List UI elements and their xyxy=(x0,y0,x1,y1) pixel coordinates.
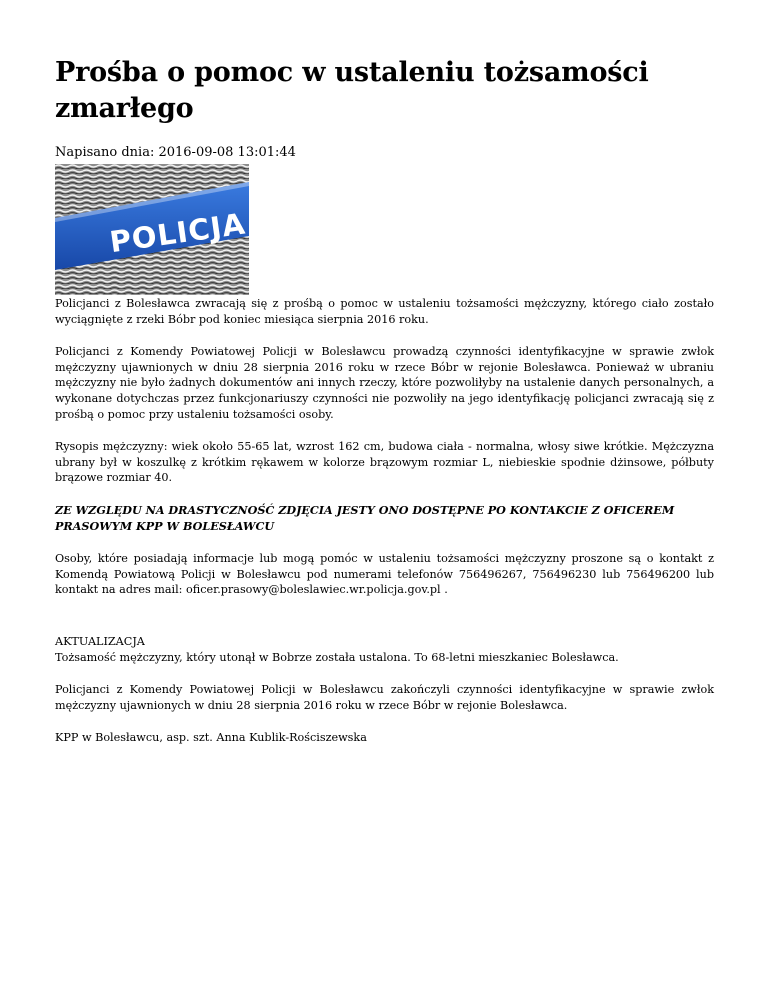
article-dateline: Napisano dnia: 2016-09-08 13:01:44 xyxy=(55,145,296,160)
update-text: Tożsamość mężczyzny, który utonął w Bobrze została ustalona. To 68-letni mieszkaniec Bolesławca. xyxy=(55,650,619,664)
article-signature: KPP w Bolesławcu, asp. szt. Anna Kublik-Rościszewska xyxy=(55,731,367,745)
police-sign-text: POLICJA xyxy=(107,206,248,260)
article-contact: Osoby, które posiadają informacje lub mogą pomóc w ustaleniu tożsamości mężczyzny proszone są o kontakt z Komendą Powiatową Policji w Bolesławcu pod numerami telefonów 756496267, 756496230 lub 756496200 lub kontakt na adres mail: oficer.prasowy@boleslawiec.wr.policja.gov.pl . xyxy=(55,552,714,597)
article xyxy=(55,55,714,746)
article-title: Prośba o pomoc w ustaleniu tożsamości zmarłego xyxy=(55,57,649,124)
article-paragraph-1: Policjanci z Komendy Powiatowej Policji w Bolesławcu prowadzą czynności identyfikacyjne w sprawie zwłok mężczyzny ujawnionych w dniu 28 sierpnia 2016 roku w rzece Bóbr w rejonie Bolesławca. Ponieważ w ubraniu mężczyzny nie było żadnych dokumentów ani innych rzeczy, które pozwoliłyby na ustalenie danych personalnych, a wykonane dotychczas przez funkcjonariuszy czynności nie pozwoliły na jego identyfikację policjanci zwracają się z prośbą o pomoc przy ustaleniu tożsamości osoby. xyxy=(55,345,714,421)
article-paragraph-2: Rysopis mężczyzny: wiek około 55-65 lat, wzrost 162 cm, budowa ciała - normalna, włosy siwe krótkie. Mężczyzna ubrany był w koszulkę z krótkim rękawem w kolorze brązowym rozmiar L, niebieskie spodnie dżinsowe, półbuty brązowe rozmiar 40. xyxy=(55,440,714,485)
update-heading: AKTUALIZACJA xyxy=(55,634,145,648)
article-photo-police-sign xyxy=(55,164,249,295)
update-paragraph-2: Policjanci z Komendy Powiatowej Policji w Bolesławcu zakończyli czynności identyfikacyjne w sprawie zwłok mężczyzny ujawnionych w dniu 28 sierpnia 2016 roku w rzece Bóbr w rejonie Bolesławca. xyxy=(55,683,714,712)
article-warning: ZE WZGLĘDU NA DRASTYCZNOŚĆ ZDJĘCIA JESTY ONO DOSTĘPNE PO KONTAKCIE Z OFICEREM PRASOWYM KPP W BOLESŁAWCU xyxy=(55,502,675,533)
article-lead: Policjanci z Bolesławca zwracają się z prośbą o pomoc w ustaleniu tożsamości mężczyzny, którego ciało zostało wyciągnięte z rzeki Bóbr pod koniec miesiąca sierpnia 2016 roku. xyxy=(55,297,714,326)
